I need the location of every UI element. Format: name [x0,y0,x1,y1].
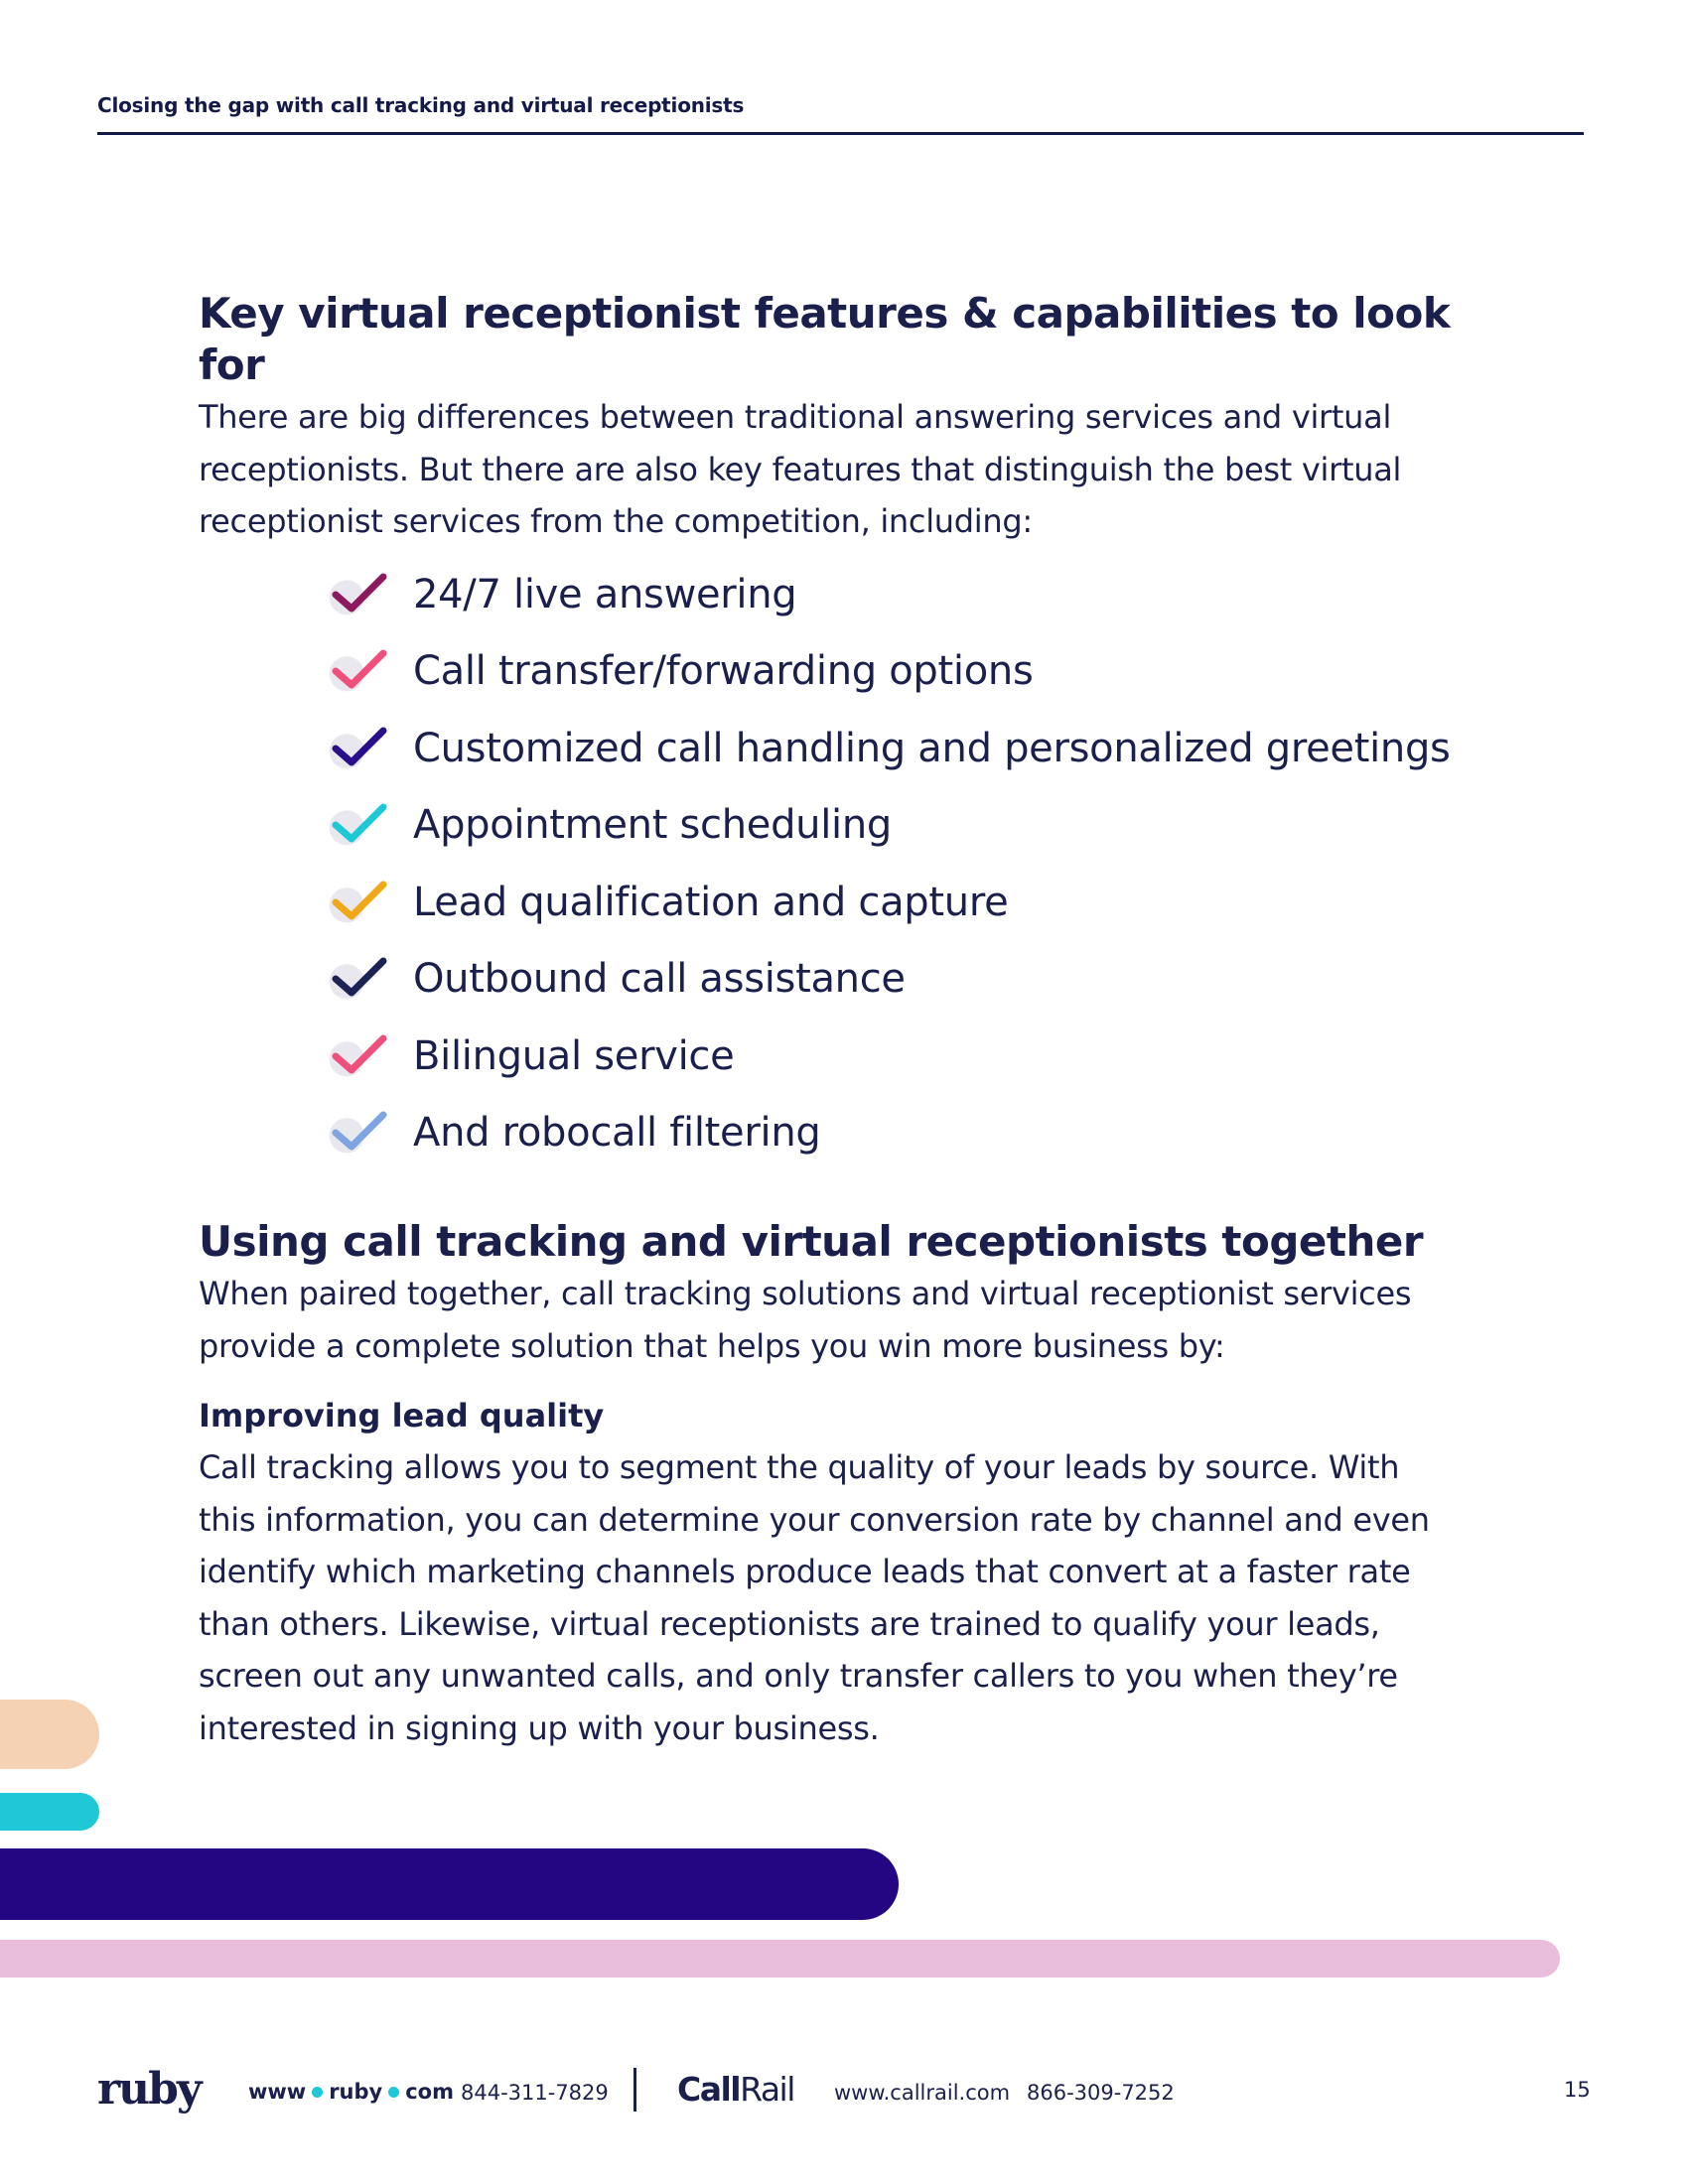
body-line: interested in signing up with your business. [199,1708,880,1747]
checkmark-icon [328,1105,391,1160]
body-line: than others. Likewise, virtual receptionists are trained to qualify your leads, [199,1604,1380,1643]
checklist-item [328,633,1451,711]
checklist-item-label: Lead qualification and capture [413,879,1009,925]
checklist-item-label: 24/7 live answering [413,571,797,617]
checkmark-icon [328,643,391,699]
checklist-item [328,710,1451,787]
feature-checklist [328,556,1451,1171]
section2-intro [199,1268,1499,1372]
ruby-url-part: ruby [329,2080,383,2104]
dot-icon [388,2087,399,2098]
checklist-item-label: And robocall filtering [413,1110,821,1157]
intro-line: provide a complete solution that helps you win more business by: [199,1326,1225,1365]
callrail-logo-bold: Call [677,2070,741,2109]
callrail-phone: 866-309-7252 [1027,2081,1175,2105]
section2-heading: Using call tracking and virtual receptionists together [199,1217,1424,1266]
decor-pink-bar [0,1940,1560,1978]
intro-line: receptionists. But there are also key features that distinguish the best virtual [199,450,1402,488]
callrail-logo-regular: Rail [740,2070,794,2109]
body-line: screen out any unwanted calls, and only transfer callers to you when they’re [199,1657,1398,1695]
checklist-item-label: Bilingual service [413,1032,735,1079]
footer [0,2060,1688,2119]
checkmark-icon [328,721,391,776]
checklist-item [328,864,1451,941]
checklist-item-label: Appointment scheduling [413,802,892,849]
checklist-item [328,556,1451,633]
checkmark-icon [328,951,391,1007]
checkmark-icon [328,797,391,853]
intro-line: There are big differences between traditional answering services and virtual [199,398,1392,436]
section2-subheading: Improving lead quality [199,1397,605,1434]
checklist-item [328,1018,1451,1095]
checklist-item [328,941,1451,1019]
section1-intro [199,391,1499,548]
checklist-item [328,787,1451,865]
ruby-website-link[interactable] [248,2080,454,2104]
footer-divider [633,2068,636,2112]
ruby-phone: 844-311-7829 [461,2081,609,2105]
section-key-features [199,288,1499,548]
dot-icon [312,2087,323,2098]
decor-teal-bar [0,1793,99,1831]
body-line: identify which marketing channels produce leads that convert at a faster rate [199,1553,1411,1590]
checklist-item-label: Outbound call assistance [413,956,906,1003]
page-number: 15 [1564,2078,1591,2102]
checkmark-icon [328,1028,391,1084]
section2-body [199,1441,1499,1754]
decor-indigo-bar [0,1848,899,1920]
body-line: this information, you can determine your conversion rate by channel and even [199,1500,1430,1539]
checklist-item [328,1095,1451,1172]
section1-heading: Key virtual receptionist features & capabilities to look for [199,289,1451,389]
ruby-url-part: com [405,2080,454,2104]
checkmark-icon [328,875,391,930]
ruby-logo: ruby [97,2064,201,2115]
running-header-title: Closing the gap with call tracking and virtual receptionists [97,93,745,117]
body-line: Call tracking allows you to segment the quality of your leads by source. With [199,1448,1400,1486]
header-rule [97,132,1584,135]
checklist-item-label: Call transfer/forwarding options [413,648,1034,695]
intro-line: When paired together, call tracking solutions and virtual receptionist services [199,1275,1412,1312]
checkmark-icon [328,567,391,622]
callrail-logo [677,2070,794,2109]
checklist-item-label: Customized call handling and personalized greetings [413,725,1451,771]
decor-peach-bar [0,1700,99,1769]
section-using-together [199,1216,1499,1754]
intro-line: receptionist services from the competition, including: [199,502,1033,540]
ruby-url-part: www [248,2080,307,2104]
callrail-website-link[interactable]: www.callrail.com [834,2081,1011,2105]
